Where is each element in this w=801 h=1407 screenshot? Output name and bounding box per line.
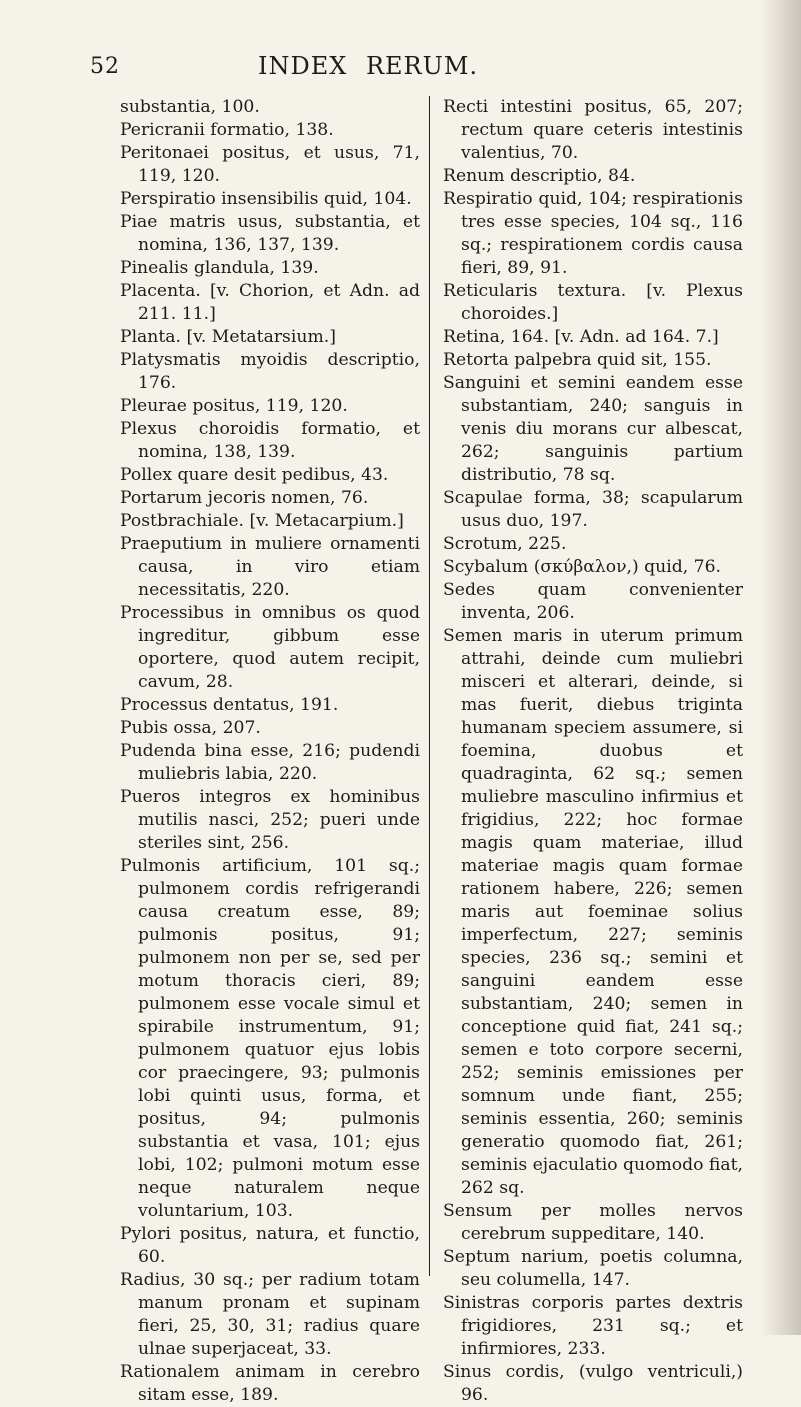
- index-entry: Radius, 30 sq.; per radium totam manum pronam et supinam fieri, 25, 30, 31; radius quare ulnae superjaceat, 33.: [120, 1270, 420, 1359]
- index-entry: Processus dentatus, 191.: [120, 695, 339, 715]
- right-column: [443, 96, 743, 1407]
- index-entry: Pubis ossa, 207.: [120, 718, 261, 738]
- index-entry: Piae matris usus, substantia, et nomina, 136, 137, 139.: [120, 212, 420, 255]
- index-entry: Platysmatis myoidis descriptio, 176.: [120, 350, 420, 393]
- index-entry: substantia, 100.: [120, 97, 260, 117]
- index-entry: Postbrachiale. [v. Metacarpium.]: [120, 511, 404, 531]
- index-entry: Plexus choroidis formatio, et nomina, 138, 139.: [120, 419, 420, 462]
- index-entry: Portarum jecoris nomen, 76.: [120, 488, 369, 508]
- index-entry: Processibus in omnibus os quod ingreditur, gibbum esse oportere, quod autem recipit, cavum, 28.: [120, 603, 420, 692]
- index-entry: Pueros integros ex hominibus mutilis nasci, 252; pueri unde steriles sint, 256.: [120, 787, 420, 853]
- index-entry: Septum narium, poetis columna, seu columella, 147.: [443, 1247, 743, 1290]
- index-entry: Perspiratio insensibilis quid, 104.: [120, 189, 412, 209]
- index-entry: Pericranii formatio, 138.: [120, 120, 334, 140]
- index-entry: Scybalum (σκύβαλον,) quid, 76.: [443, 557, 722, 577]
- index-entry: Pinealis glandula, 139.: [120, 258, 319, 278]
- index-entry: Sinistras corporis partes dextris frigidiores, 231 sq.; et infirmiores, 233.: [443, 1293, 743, 1359]
- index-entry: Pleurae positus, 119, 120.: [120, 396, 348, 416]
- index-entry: Renum descriptio, 84.: [443, 166, 636, 186]
- page-number: 52: [90, 54, 120, 79]
- index-entry: Sanguini et semini eandem esse substantiam, 240; sanguis in venis diu morans cur albescat, 262; sanguinis partium distributio, 78 sq.: [443, 373, 743, 485]
- index-entry: Pylori positus, natura, et functio, 60.: [120, 1224, 420, 1267]
- left-column: [120, 96, 420, 1407]
- index-entry: Praeputium in muliere ornamenti causa, in viro etiam necessitatis, 220.: [120, 534, 420, 600]
- index-entry: Planta. [v. Metatarsium.]: [120, 327, 336, 347]
- index-entry: Pulmonis artificium, 101 sq.; pulmonem cordis refrigerandi causa creatum esse, 89; pulmonis positus, 91; pulmonem non per se, sed per motum thoracis cieri, 89; pulmonem esse vocale simul et spirabile instrumentum, 91; pulmonem quatuor ejus lobis cor praecingere, 93; pulmonis lobi quinti usus, forma, et positus, 94; pulmonis substantia et vasa, 101; ejus lobi, 102; pulmoni motum esse neque naturalem neque voluntarium, 103.: [120, 856, 420, 1221]
- index-entry: Scrotum, 225.: [443, 534, 567, 554]
- page-edge-shadow: [761, 0, 801, 1335]
- running-head-index: INDEX: [258, 52, 348, 80]
- index-entry: Pollex quare desit pedibus, 43.: [120, 465, 389, 485]
- index-entry: Placenta. [v. Chorion, et Adn. ad 211. 11.]: [120, 281, 420, 324]
- index-entry: Retina, 164. [v. Adn. ad 164. 7.]: [443, 327, 719, 347]
- index-entry: Semen maris in uterum primum attrahi, deinde cum muliebri misceri et alterari, deinde, si mas fuerit, diebus triginta humanam speciem assumere, si foemina, duobus et quadraginta, 62 sq.; semen muliebre masculino infirmius et frigidius, 222; hoc formae magis quam materiae, illud materiae magis quam formae rationem habere, 226; semen maris aut foeminae solius imperfectum, 227; seminis species, 236 sq.; semini et sanguini eandem esse substantiam, 240; semen in conceptione quid fiat, 241 sq.; semen e toto corpore secerni, 252; seminis emissiones per somnum unde fiant, 255; seminis essentia, 260; seminis generatio quomodo fiat, 261; seminis ejaculatio quomodo fiat, 262 sq.: [443, 626, 743, 1198]
- index-entry: Sensum per molles nervos cerebrum suppeditare, 140.: [443, 1201, 743, 1244]
- index-entry: Pudenda bina esse, 216; pudendi muliebris labia, 220.: [120, 741, 420, 784]
- index-entry: Rationalem animam in cerebro sitam esse, 189.: [120, 1362, 420, 1405]
- index-entry: Sinus cordis, (vulgo ventriculi,) 96.: [443, 1362, 743, 1405]
- index-entry: Respiratio quid, 104; respirationis tres esse species, 104 sq., 116 sq.; respirationem cordis causa fieri, 89, 91.: [443, 189, 743, 278]
- index-entry: Scapulae forma, 38; scapularum usus duo, 197.: [443, 488, 743, 531]
- index-entry: Retorta palpebra quid sit, 155.: [443, 350, 712, 370]
- running-head: [258, 52, 488, 80]
- index-entry: Peritonaei positus, et usus, 71, 119, 120.: [120, 143, 420, 186]
- column-divider: [429, 96, 430, 1276]
- index-entry: Sedes quam convenienter inventa, 206.: [443, 580, 743, 623]
- index-entry: Recti intestini positus, 65, 207; rectum quare ceteris intestinis valentius, 70.: [443, 97, 743, 163]
- running-head-rerum: RERUM.: [365, 52, 479, 80]
- index-entry: Reticularis textura. [v. Plexus choroides.]: [443, 281, 743, 324]
